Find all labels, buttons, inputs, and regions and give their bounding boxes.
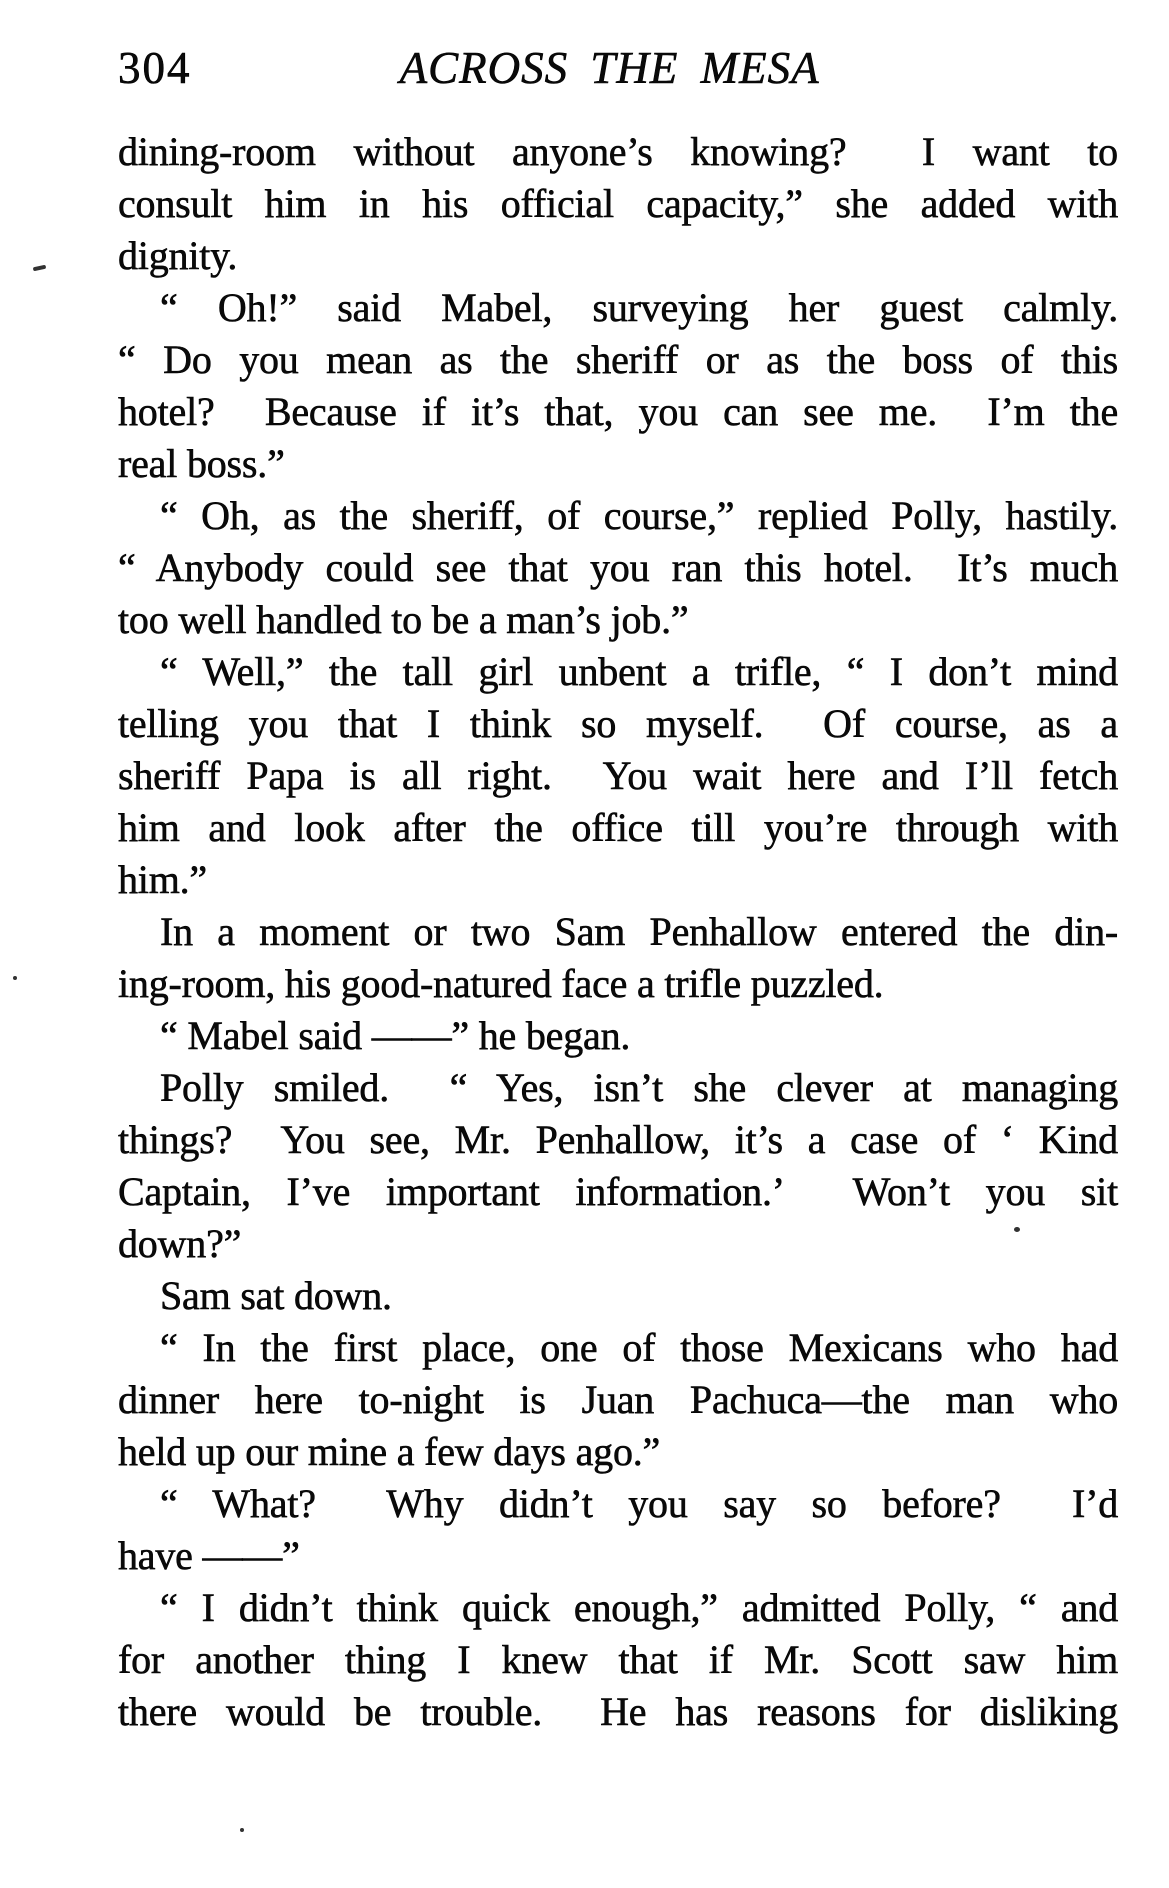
- text-line: him.”: [118, 857, 207, 902]
- text-line: In a moment or two Sam Penhallow entered the din-: [160, 909, 1118, 954]
- text-line: “ Mabel said ——” he began.: [160, 1013, 631, 1058]
- scan-speck: [240, 1828, 244, 1832]
- body-text: [118, 126, 1118, 1738]
- text-line: dining-room without anyone’s knowing? I want to: [118, 129, 1118, 174]
- text-line: consult him in his official capacity,” she added with: [118, 181, 1118, 226]
- scan-speck: [13, 976, 17, 980]
- text-line: “ In the first place, one of those Mexicans who had: [160, 1325, 1118, 1370]
- text-line: “ Well,” the tall girl unbent a trifle, “ I don’t mind: [160, 649, 1118, 694]
- text-line: too well handled to be a man’s job.”: [118, 597, 689, 642]
- text-line: Polly smiled. “ Yes, isn’t she clever at managing: [160, 1065, 1118, 1110]
- text-line: have ——”: [118, 1533, 300, 1578]
- text-line: held up our mine a few days ago.”: [118, 1429, 661, 1474]
- text-line: things? You see, Mr. Penhallow, it’s a case of ‘ Kind: [118, 1117, 1118, 1162]
- text-line: dinner here to-night is Juan Pachuca—the man who: [118, 1377, 1118, 1422]
- text-line: dignity.: [118, 233, 238, 278]
- text-line: “ Oh!” said Mabel, surveying her guest calmly.: [160, 285, 1118, 330]
- text-line: “ I didn’t think quick enough,” admitted Polly, “ and: [160, 1585, 1118, 1630]
- scan-speck: [33, 265, 47, 272]
- scan-speck: [1014, 1227, 1020, 1232]
- text-line: for another thing I knew that if Mr. Scott saw him: [118, 1637, 1118, 1682]
- text-line: there would be trouble. He has reasons for disliking: [118, 1689, 1118, 1734]
- text-line: Captain, I’ve important information.’ Won’t you sit: [118, 1169, 1118, 1214]
- text-line: sheriff Papa is all right. You wait here and I’ll fetch: [118, 753, 1118, 798]
- text-line: ing-room, his good-natured face a trifle puzzled.: [118, 961, 884, 1006]
- running-title: ACROSS THE MESA: [399, 43, 820, 93]
- page-number: 304: [118, 43, 192, 93]
- text-line: him and look after the office till you’re through with: [118, 805, 1118, 850]
- text-line: real boss.”: [118, 441, 285, 486]
- text-line: “ What? Why didn’t you say so before? I’d: [160, 1481, 1118, 1526]
- text-line: down?”: [118, 1221, 242, 1266]
- text-line: “ Oh, as the sheriff, of course,” replied Polly, hastily.: [160, 493, 1118, 538]
- text-line: “ Do you mean as the sheriff or as the boss of this: [118, 337, 1118, 382]
- page-header: [118, 43, 1118, 93]
- text-line: Sam sat down.: [160, 1273, 392, 1318]
- text-line: telling you that I think so myself. Of course, as a: [118, 701, 1118, 746]
- text-line: hotel? Because if it’s that, you can see me. I’m the: [118, 389, 1118, 434]
- text-line: “ Anybody could see that you ran this hotel. It’s much: [118, 545, 1118, 590]
